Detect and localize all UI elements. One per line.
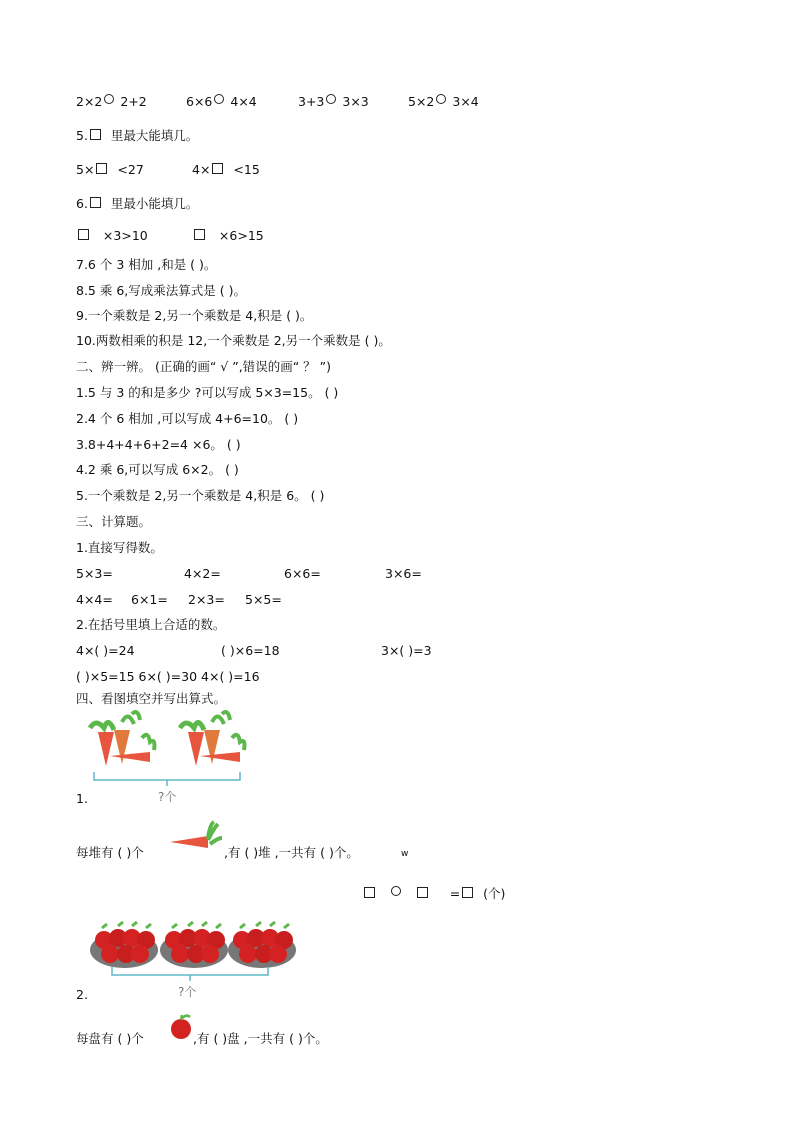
circle-blank-icon bbox=[104, 94, 114, 104]
q6-title: 6. 里最小能填几。 bbox=[76, 196, 199, 211]
brace-1 bbox=[92, 770, 242, 790]
square-blank-icon bbox=[78, 229, 89, 240]
section3-sub2: 2.在括号里填上合适的数。 bbox=[76, 617, 226, 632]
carrot-bunch-1 bbox=[90, 712, 155, 766]
square-blank-icon bbox=[462, 887, 473, 898]
q5-title: 5. 里最大能填几。 bbox=[76, 128, 199, 143]
square-blank-icon bbox=[194, 229, 205, 240]
compare-4: 5×2 3×4 bbox=[408, 94, 479, 109]
section4-title: 四、看图填空并写出算式。 bbox=[76, 691, 227, 706]
calc-item: 5×5= bbox=[245, 592, 282, 607]
section3-sub1: 1.直接写得数。 bbox=[76, 540, 163, 555]
q1-text-a: 每堆有 ( )个 bbox=[76, 845, 144, 860]
q7: 7.6 个 3 相加 ,和是 ( )。 bbox=[76, 257, 217, 272]
fill-item: 3×( )=3 bbox=[381, 643, 432, 658]
equation-template: = (个) bbox=[362, 886, 505, 902]
q8: 8.5 乘 6,写成乘法算式是 ( )。 bbox=[76, 283, 246, 298]
section2-item: 2.4 个 6 相加 ,可以写成 4+6=10。 ( ) bbox=[76, 411, 299, 426]
circle-blank-icon bbox=[436, 94, 446, 104]
section2-item: 3.8+4+4+6+2=4 ×6。 ( ) bbox=[76, 437, 241, 452]
carrot-bunches-image bbox=[84, 708, 254, 778]
q1-text-b: ,有 ( )堆 ,一共有 ( )个。 bbox=[224, 845, 359, 860]
carrot-icon bbox=[168, 820, 224, 856]
apple-plate-3 bbox=[228, 922, 296, 968]
q2-number: 2. bbox=[76, 987, 88, 1002]
section2-item: 4.2 乘 6,可以写成 6×2。 ( ) bbox=[76, 462, 239, 477]
calc-item: 4×4= bbox=[76, 592, 113, 607]
compare-1: 2×2 2+2 bbox=[76, 94, 147, 109]
square-blank-icon bbox=[212, 163, 223, 174]
circle-blank-icon bbox=[214, 94, 224, 104]
square-blank-icon bbox=[417, 887, 428, 898]
square-blank-icon bbox=[90, 197, 101, 208]
brace-1-label: ?个 bbox=[158, 790, 177, 804]
apple-plates-image bbox=[90, 910, 300, 972]
square-blank-icon bbox=[364, 887, 375, 898]
compare-3: 3+3 3×3 bbox=[298, 94, 369, 109]
carrot-bunch-2 bbox=[180, 712, 245, 766]
q10: 10.两数相乘的积是 12,一个乘数是 2,另一个乘数是 ( )。 bbox=[76, 333, 391, 348]
section2-title: 二、辨一辨。 (正确的画“ √ ”,错误的画“ ？ ”) bbox=[76, 359, 331, 374]
square-blank-icon bbox=[90, 129, 101, 140]
circle-blank-icon bbox=[326, 94, 336, 104]
q1-number: 1. bbox=[76, 791, 88, 806]
fill-row-2: ( )×5=15 6×( )=30 4×( )=16 bbox=[76, 669, 260, 684]
calc-item: 4×2= bbox=[184, 566, 221, 581]
apple-icon bbox=[168, 1012, 194, 1040]
q2-text-b: ,有 ( )盘 ,一共有 ( )个。 bbox=[193, 1031, 328, 1046]
calc-item: 3×6= bbox=[385, 566, 422, 581]
calc-item: 2×3= bbox=[188, 592, 225, 607]
brace-2-label: ?个 bbox=[178, 985, 197, 999]
apple-plate-2 bbox=[160, 922, 228, 968]
circle-blank-icon bbox=[391, 886, 401, 896]
q9: 9.一个乘数是 2,另一个乘数是 4,积是 ( )。 bbox=[76, 308, 313, 323]
fill-item: 4×( )=24 bbox=[76, 643, 135, 658]
calc-item: 6×6= bbox=[284, 566, 321, 581]
section3-title: 三、计算题。 bbox=[76, 514, 152, 529]
square-blank-icon bbox=[96, 163, 107, 174]
compare-2: 6×6 4×4 bbox=[186, 94, 257, 109]
section2-item: 1.5 与 3 的和是多少 ?可以写成 5×3=15。 ( ) bbox=[76, 385, 339, 400]
apple-plate-1 bbox=[90, 922, 158, 968]
brace-2 bbox=[110, 965, 270, 985]
calc-item: 5×3= bbox=[76, 566, 113, 581]
calc-item: 6×1= bbox=[131, 592, 168, 607]
q1-mark: w bbox=[401, 849, 409, 859]
q2-text-a: 每盘有 ( )个 bbox=[76, 1031, 144, 1046]
section2-item: 5.一个乘数是 2,另一个乘数是 4,积是 6。 ( ) bbox=[76, 488, 325, 503]
fill-item: ( )×6=18 bbox=[221, 643, 280, 658]
